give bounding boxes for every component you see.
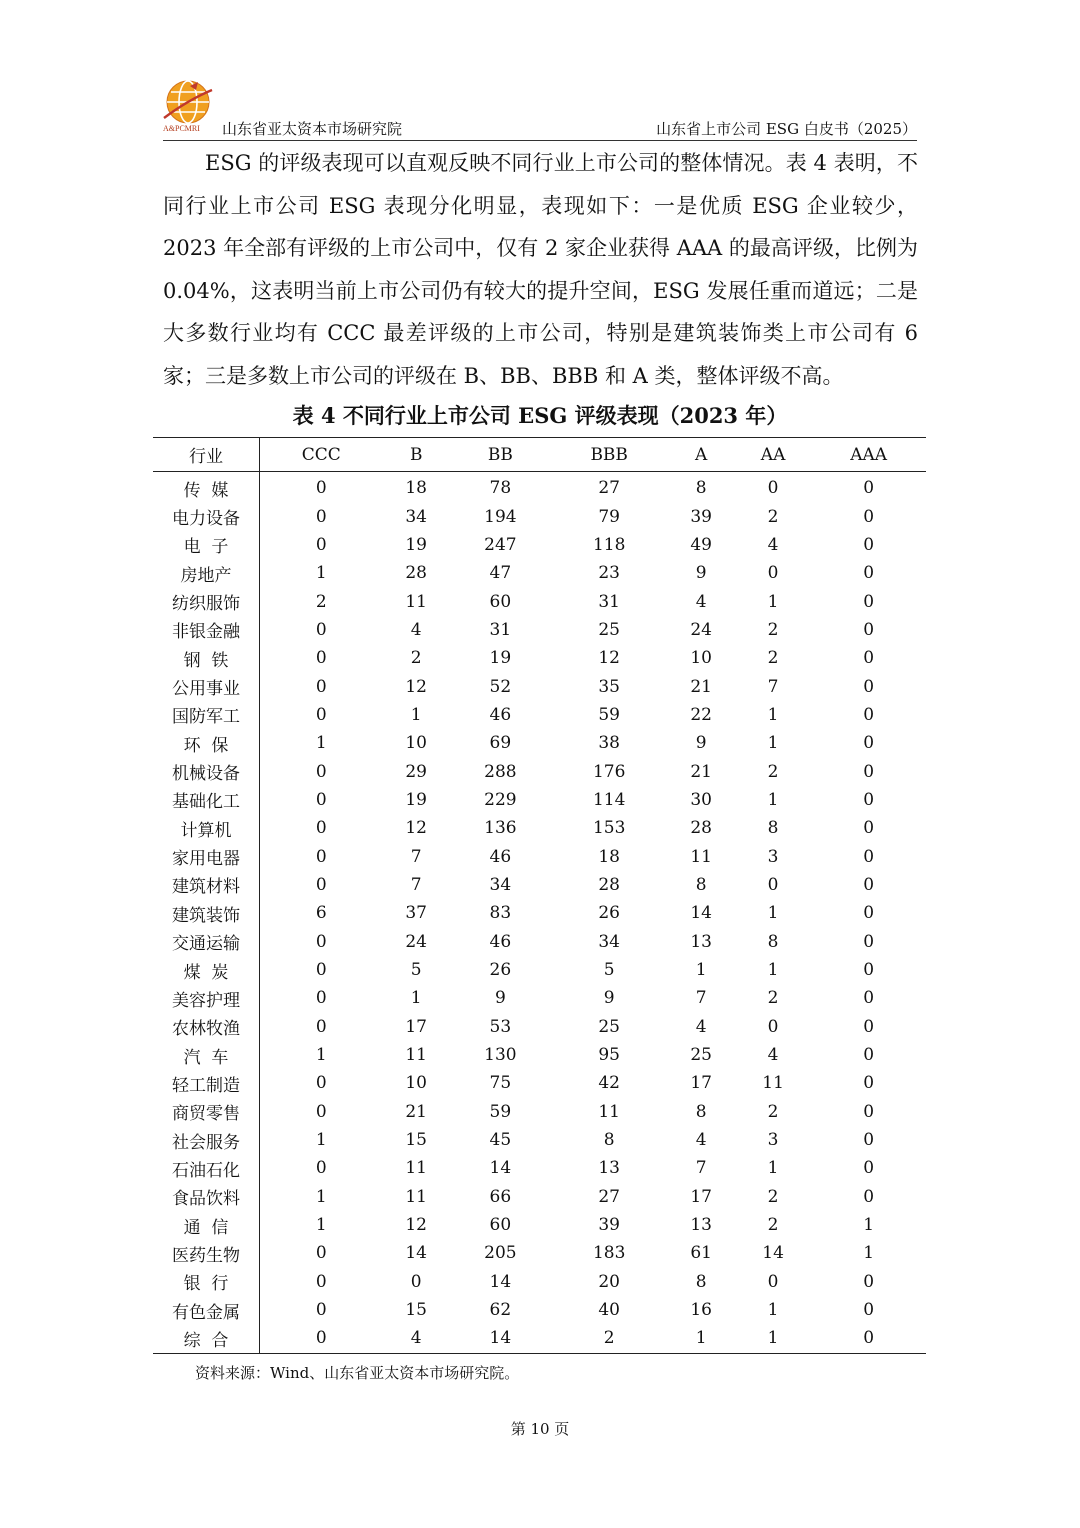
industry-cell: 建筑材料 <box>153 871 260 899</box>
count-cell: 7 <box>767 676 779 697</box>
count-cell: 37 <box>405 903 427 924</box>
count-cell: 28 <box>405 563 427 584</box>
header-rule <box>163 140 917 141</box>
count-cell: 0 <box>863 478 875 499</box>
count-cell: 0 <box>315 988 327 1009</box>
count-cell: 1 <box>863 1243 875 1264</box>
table-row <box>153 531 926 559</box>
industry-cell: 传 媒 <box>153 472 260 503</box>
count-cell: 59 <box>598 704 620 725</box>
count-cell: 46 <box>489 704 512 725</box>
logo-caption: A&PCMRI <box>163 124 200 133</box>
industry-cell: 公用事业 <box>153 672 260 700</box>
count-cell: 9 <box>695 733 707 754</box>
count-cell: 0 <box>863 1328 875 1349</box>
count-cell: 13 <box>598 1158 620 1179</box>
count-cell: 2 <box>767 988 779 1009</box>
industry-cell: 农林牧渔 <box>153 1013 260 1041</box>
count-cell: 8 <box>767 931 779 952</box>
count-cell: 14 <box>489 1271 512 1292</box>
count-cell: 7 <box>695 988 707 1009</box>
count-cell: 24 <box>405 931 427 952</box>
table-source: 资料来源：Wind、山东省亚太资本市场研究院。 <box>195 1364 520 1382</box>
table-row <box>153 729 926 757</box>
count-cell: 0 <box>315 1016 327 1037</box>
count-cell: 0 <box>863 761 875 782</box>
industry-cell: 机械设备 <box>153 757 260 785</box>
count-cell: 0 <box>315 704 327 725</box>
count-cell: 0 <box>315 478 327 499</box>
count-cell: 8 <box>695 1101 707 1122</box>
count-cell: 205 <box>484 1243 517 1264</box>
count-cell: 1 <box>315 1215 327 1236</box>
count-cell: 0 <box>863 534 875 555</box>
count-cell: 11 <box>405 591 427 612</box>
count-cell: 1 <box>315 733 327 754</box>
count-cell: 7 <box>410 846 422 867</box>
count-cell: 19 <box>405 534 427 555</box>
count-cell: 83 <box>489 903 512 924</box>
industry-cell: 电力设备 <box>153 502 260 530</box>
count-cell: 0 <box>315 1158 327 1179</box>
count-cell: 1 <box>410 704 422 725</box>
count-cell: 12 <box>598 648 620 669</box>
count-cell: 229 <box>484 789 517 810</box>
count-cell: 49 <box>690 534 712 555</box>
count-cell: 1 <box>767 1158 779 1179</box>
count-cell: 2 <box>767 648 779 669</box>
count-cell: 1 <box>410 988 422 1009</box>
count-cell: 14 <box>489 1158 512 1179</box>
count-cell: 27 <box>598 478 620 499</box>
industry-cell: 综 合 <box>153 1324 260 1353</box>
count-cell: 1 <box>695 1328 707 1349</box>
industry-cell: 环 保 <box>153 729 260 757</box>
count-cell: 0 <box>767 478 779 499</box>
table-row <box>153 956 926 984</box>
count-cell: 1 <box>767 704 779 725</box>
count-cell: 17 <box>690 1186 712 1207</box>
count-cell: 40 <box>598 1300 620 1321</box>
count-cell: 31 <box>489 619 512 640</box>
industry-cell: 交通运输 <box>153 928 260 956</box>
column-header: AAA <box>811 438 926 472</box>
count-cell: 27 <box>598 1186 620 1207</box>
count-cell: 2 <box>767 506 779 527</box>
count-cell: 0 <box>863 931 875 952</box>
count-cell: 0 <box>315 818 327 839</box>
count-cell: 79 <box>598 506 620 527</box>
count-cell: 0 <box>767 1271 779 1292</box>
industry-cell: 商贸零售 <box>153 1098 260 1126</box>
count-cell: 6 <box>315 903 327 924</box>
count-cell: 21 <box>405 1101 427 1122</box>
count-cell: 153 <box>592 818 626 839</box>
industry-cell: 有色金属 <box>153 1296 260 1324</box>
count-cell: 0 <box>863 960 875 981</box>
count-cell: 9 <box>603 988 615 1009</box>
count-cell: 26 <box>598 903 620 924</box>
count-cell: 11 <box>405 1045 427 1066</box>
count-cell: 11 <box>405 1158 427 1179</box>
count-cell: 0 <box>315 534 327 555</box>
count-cell: 0 <box>863 1016 875 1037</box>
count-cell: 2 <box>603 1328 615 1349</box>
count-cell: 0 <box>410 1271 422 1292</box>
count-cell: 20 <box>598 1271 620 1292</box>
count-cell: 4 <box>695 1016 707 1037</box>
industry-cell: 电 子 <box>153 531 260 559</box>
industry-cell: 房地产 <box>153 559 260 587</box>
count-cell: 12 <box>405 818 427 839</box>
count-cell: 176 <box>592 761 626 782</box>
industry-cell: 纺织服饰 <box>153 587 260 615</box>
count-cell: 78 <box>489 478 512 499</box>
industry-cell: 计算机 <box>153 814 260 842</box>
count-cell: 0 <box>315 1328 327 1349</box>
count-cell: 1 <box>315 1186 327 1207</box>
count-cell: 1 <box>767 733 779 754</box>
count-cell: 5 <box>410 960 422 981</box>
count-cell: 66 <box>489 1186 512 1207</box>
count-cell: 118 <box>592 534 626 555</box>
count-cell: 47 <box>489 563 512 584</box>
table-row <box>153 1126 926 1154</box>
count-cell: 194 <box>484 506 517 527</box>
count-cell: 4 <box>695 1130 707 1151</box>
count-cell: 10 <box>405 733 427 754</box>
column-header: 行业 <box>153 438 260 472</box>
count-cell: 31 <box>598 591 620 612</box>
count-cell: 28 <box>598 874 620 895</box>
count-cell: 0 <box>767 874 779 895</box>
column-header: CCC <box>260 438 383 472</box>
count-cell: 7 <box>410 874 422 895</box>
count-cell: 1 <box>767 591 779 612</box>
count-cell: 0 <box>863 1186 875 1207</box>
count-cell: 0 <box>863 1045 875 1066</box>
count-cell: 19 <box>405 789 427 810</box>
count-cell: 247 <box>484 534 517 555</box>
count-cell: 8 <box>695 478 707 499</box>
industry-cell: 煤 炭 <box>153 956 260 984</box>
count-cell: 23 <box>598 563 620 584</box>
industry-cell: 基础化工 <box>153 786 260 814</box>
table-row <box>153 1296 926 1324</box>
count-cell: 1 <box>315 1130 327 1151</box>
table-row <box>153 928 926 956</box>
count-cell: 25 <box>598 1016 620 1037</box>
table-row <box>153 842 926 870</box>
column-header: AA <box>735 438 811 472</box>
header-doc-title: 山东省上市公司 ESG 白皮书（2025） <box>656 120 917 138</box>
count-cell: 18 <box>598 846 620 867</box>
table-row <box>153 1041 926 1069</box>
industry-cell: 社会服务 <box>153 1126 260 1154</box>
table-row <box>153 1183 926 1211</box>
count-cell: 1 <box>767 1328 779 1349</box>
count-cell: 2 <box>767 1186 779 1207</box>
count-cell: 4 <box>410 1328 422 1349</box>
table-body <box>153 472 926 1354</box>
count-cell: 0 <box>315 1243 327 1264</box>
count-cell: 14 <box>762 1243 784 1264</box>
esg-rating-table <box>153 437 926 1354</box>
count-cell: 2 <box>767 1215 779 1236</box>
industry-cell: 石油石化 <box>153 1154 260 1182</box>
count-cell: 4 <box>410 619 422 640</box>
count-cell: 114 <box>592 789 626 810</box>
count-cell: 183 <box>592 1243 626 1264</box>
count-cell: 2 <box>767 619 779 640</box>
count-cell: 0 <box>863 619 875 640</box>
table-row <box>153 616 926 644</box>
table-row <box>153 701 926 729</box>
table-row <box>153 559 926 587</box>
count-cell: 0 <box>863 1271 875 1292</box>
count-cell: 0 <box>315 960 327 981</box>
count-cell: 1 <box>315 563 327 584</box>
count-cell: 8 <box>767 818 779 839</box>
count-cell: 15 <box>405 1300 427 1321</box>
count-cell: 0 <box>315 506 327 527</box>
count-cell: 0 <box>315 1271 327 1292</box>
count-cell: 288 <box>484 761 517 782</box>
count-cell: 4 <box>767 534 779 555</box>
body-paragraph: ESG 的评级表现可以直观反映不同行业上市公司的整体情况。表 4 表明，不同行业上市公司 ESG 表现分化明显，表现如下：一是优质 ESG 企业较少，2023 年全部有评级的上市公司中，仅有 2 家企业获得 AAA 的最高评级，比例为 0.04%，这表明当前上市公司仍有较大的提升空间，ESG 发展任重而道远；二是大多数行业均有 CCC 最差评级的上市公司，特别是建筑装饰类上市公司有 6 家；三是多数上市公司的评级在 B、BB、BBB 和 A 类，整体评级不高。 <box>163 151 918 388</box>
count-cell: 0 <box>863 1300 875 1321</box>
count-cell: 13 <box>690 931 712 952</box>
industry-cell: 家用电器 <box>153 842 260 870</box>
count-cell: 39 <box>690 506 712 527</box>
table-row <box>153 1211 926 1239</box>
count-cell: 0 <box>863 704 875 725</box>
table-row <box>153 814 926 842</box>
industry-cell: 钢 铁 <box>153 644 260 672</box>
count-cell: 5 <box>603 960 615 981</box>
count-cell: 1 <box>767 903 779 924</box>
table-header-row <box>153 438 926 472</box>
count-cell: 69 <box>489 733 512 754</box>
industry-cell: 食品饮料 <box>153 1183 260 1211</box>
count-cell: 53 <box>489 1016 512 1037</box>
count-cell: 16 <box>690 1300 712 1321</box>
count-cell: 0 <box>315 676 327 697</box>
count-cell: 19 <box>489 648 512 669</box>
count-cell: 0 <box>315 1300 327 1321</box>
count-cell: 2 <box>315 591 327 612</box>
industry-cell: 国防军工 <box>153 701 260 729</box>
table-row <box>153 587 926 615</box>
count-cell: 26 <box>489 960 512 981</box>
count-cell: 0 <box>315 648 327 669</box>
count-cell: 0 <box>863 1073 875 1094</box>
header-org: 山东省亚太资本市场研究院 <box>222 120 403 138</box>
count-cell: 0 <box>315 1073 327 1094</box>
count-cell: 1 <box>863 1215 875 1236</box>
count-cell: 0 <box>315 1101 327 1122</box>
table-row <box>153 1069 926 1097</box>
count-cell: 0 <box>863 789 875 810</box>
count-cell: 25 <box>690 1045 712 1066</box>
count-cell: 22 <box>690 704 712 725</box>
page-number: 第 10 页 <box>510 1420 570 1438</box>
count-cell: 25 <box>598 619 620 640</box>
count-cell: 12 <box>405 1215 427 1236</box>
table-row <box>153 1154 926 1182</box>
table-row <box>153 672 926 700</box>
body-text <box>163 142 918 397</box>
table-row <box>153 786 926 814</box>
count-cell: 14 <box>489 1328 512 1349</box>
count-cell: 21 <box>690 676 712 697</box>
count-cell: 7 <box>695 1158 707 1179</box>
count-cell: 2 <box>410 648 422 669</box>
count-cell: 3 <box>767 1130 779 1151</box>
column-header: BBB <box>551 438 668 472</box>
count-cell: 18 <box>405 478 427 499</box>
count-cell: 0 <box>863 988 875 1009</box>
table-row <box>153 1098 926 1126</box>
count-cell: 0 <box>863 676 875 697</box>
table-row <box>153 1013 926 1041</box>
table-row <box>153 899 926 927</box>
count-cell: 0 <box>863 818 875 839</box>
column-header: BB <box>450 438 551 472</box>
count-cell: 0 <box>767 563 779 584</box>
count-cell: 0 <box>863 846 875 867</box>
table-row <box>153 644 926 672</box>
count-cell: 4 <box>767 1045 779 1066</box>
count-cell: 95 <box>598 1045 620 1066</box>
count-cell: 2 <box>767 761 779 782</box>
table-row <box>153 502 926 530</box>
table-row <box>153 871 926 899</box>
industry-cell: 建筑装饰 <box>153 899 260 927</box>
count-cell: 46 <box>489 931 512 952</box>
count-cell: 52 <box>489 676 512 697</box>
count-cell: 1 <box>767 960 779 981</box>
count-cell: 17 <box>405 1016 427 1037</box>
count-cell: 46 <box>489 846 512 867</box>
industry-cell: 银 行 <box>153 1268 260 1296</box>
count-cell: 12 <box>405 676 427 697</box>
count-cell: 39 <box>598 1215 620 1236</box>
column-header: B <box>383 438 450 472</box>
count-cell: 21 <box>690 761 712 782</box>
count-cell: 61 <box>690 1243 712 1264</box>
count-cell: 17 <box>690 1073 712 1094</box>
count-cell: 8 <box>695 1271 707 1292</box>
table-row <box>153 1239 926 1267</box>
count-cell: 9 <box>695 563 707 584</box>
count-cell: 14 <box>405 1243 427 1264</box>
count-cell: 3 <box>767 846 779 867</box>
count-cell: 10 <box>405 1073 427 1094</box>
count-cell: 4 <box>695 591 707 612</box>
count-cell: 0 <box>315 619 327 640</box>
count-cell: 0 <box>863 903 875 924</box>
count-cell: 9 <box>494 988 506 1009</box>
count-cell: 0 <box>767 1016 779 1037</box>
count-cell: 29 <box>405 761 427 782</box>
count-cell: 0 <box>315 846 327 867</box>
industry-cell: 通 信 <box>153 1211 260 1239</box>
count-cell: 1 <box>315 1045 327 1066</box>
table-row <box>153 472 926 503</box>
count-cell: 11 <box>690 846 712 867</box>
count-cell: 38 <box>598 733 620 754</box>
count-cell: 0 <box>315 931 327 952</box>
count-cell: 59 <box>489 1101 512 1122</box>
count-cell: 0 <box>863 1101 875 1122</box>
count-cell: 0 <box>863 591 875 612</box>
table-row <box>153 984 926 1012</box>
count-cell: 42 <box>598 1073 620 1094</box>
count-cell: 30 <box>690 789 712 810</box>
count-cell: 0 <box>863 648 875 669</box>
count-cell: 1 <box>767 1300 779 1321</box>
count-cell: 24 <box>690 619 712 640</box>
industry-cell: 非银金融 <box>153 616 260 644</box>
column-header: A <box>668 438 735 472</box>
count-cell: 0 <box>863 1130 875 1151</box>
count-cell: 11 <box>762 1073 784 1094</box>
count-cell: 10 <box>690 648 712 669</box>
count-cell: 11 <box>405 1186 427 1207</box>
count-cell: 14 <box>690 903 712 924</box>
table-row <box>153 757 926 785</box>
count-cell: 0 <box>315 761 327 782</box>
count-cell: 130 <box>484 1045 517 1066</box>
industry-cell: 轻工制造 <box>153 1069 260 1097</box>
count-cell: 8 <box>603 1130 615 1151</box>
count-cell: 75 <box>489 1073 512 1094</box>
count-cell: 13 <box>690 1215 712 1236</box>
industry-cell: 汽 车 <box>153 1041 260 1069</box>
count-cell: 28 <box>690 818 712 839</box>
count-cell: 11 <box>598 1101 620 1122</box>
count-cell: 34 <box>598 931 620 952</box>
count-cell: 0 <box>315 789 327 810</box>
count-cell: 35 <box>598 676 620 697</box>
industry-cell: 医药生物 <box>153 1239 260 1267</box>
count-cell: 0 <box>863 1158 875 1179</box>
count-cell: 45 <box>489 1130 512 1151</box>
table-title: 表 4 不同行业上市公司 ESG 评级表现（2023 年） <box>292 403 788 428</box>
table-row <box>153 1324 926 1353</box>
table-row <box>153 1268 926 1296</box>
count-cell: 62 <box>489 1300 512 1321</box>
count-cell: 60 <box>489 1215 512 1236</box>
count-cell: 2 <box>767 1101 779 1122</box>
count-cell: 0 <box>315 874 327 895</box>
count-cell: 1 <box>767 789 779 810</box>
count-cell: 0 <box>863 563 875 584</box>
count-cell: 1 <box>695 960 707 981</box>
count-cell: 8 <box>695 874 707 895</box>
count-cell: 136 <box>484 818 517 839</box>
count-cell: 15 <box>405 1130 427 1151</box>
industry-cell: 美容护理 <box>153 984 260 1012</box>
count-cell: 34 <box>489 874 512 895</box>
count-cell: 34 <box>405 506 427 527</box>
count-cell: 0 <box>863 874 875 895</box>
count-cell: 0 <box>863 506 875 527</box>
count-cell: 60 <box>489 591 512 612</box>
count-cell: 0 <box>863 733 875 754</box>
